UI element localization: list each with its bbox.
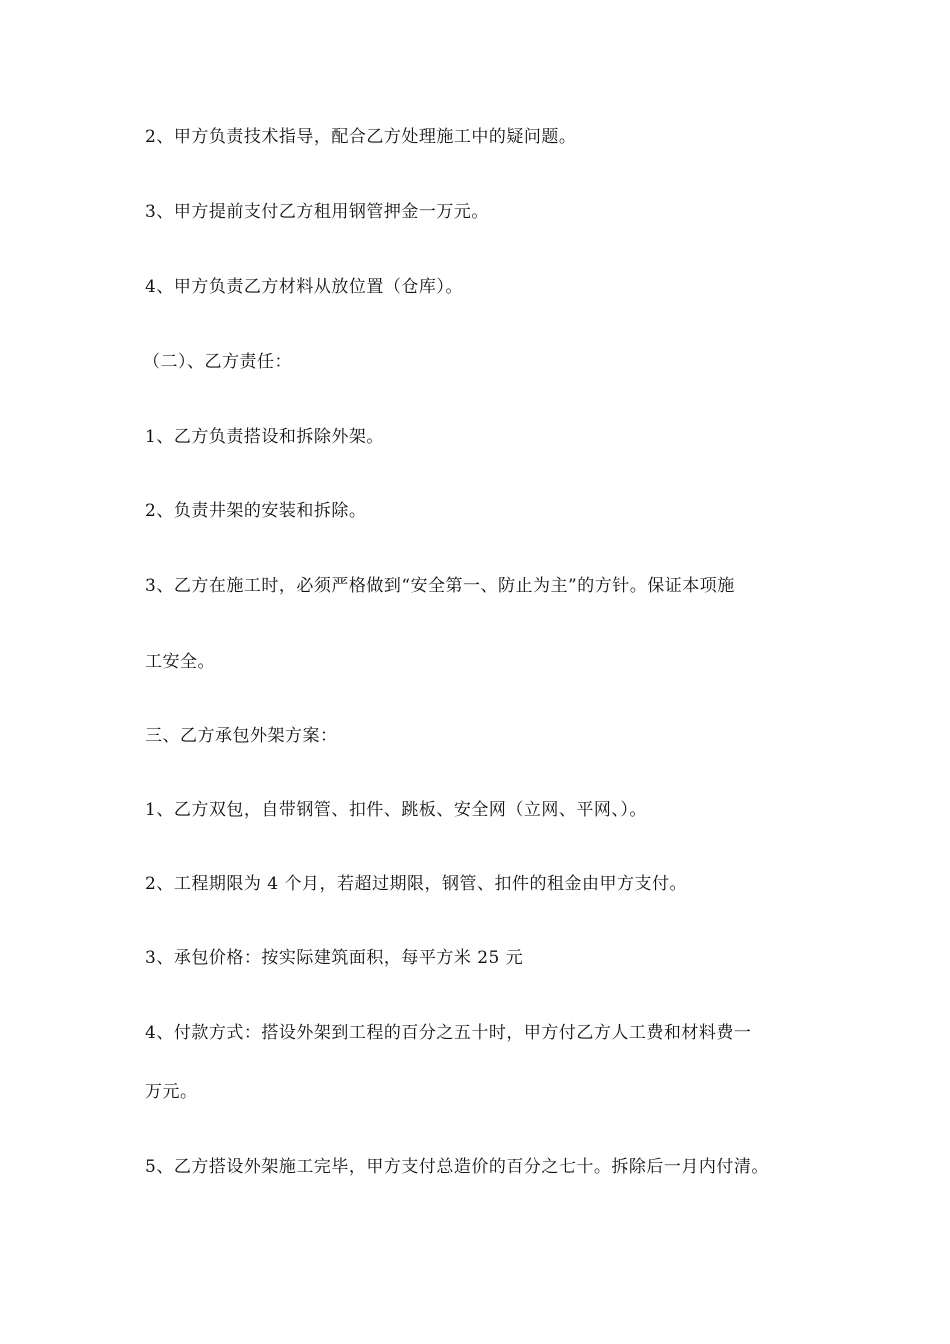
clause-party-a-4: 4、甲方负责乙方材料从放位置（仓库）。 xyxy=(145,277,463,297)
clause-party-b-3-line1: 3、乙方在施工时，必须严格做到“安全第一、防止为主”的方针。保证本项施 xyxy=(145,576,735,596)
clause-party-b-3-line2: 工安全。 xyxy=(145,652,215,672)
clause-scheme-2: 2、工程期限为 4 个月，若超过期限，钢管、扣件的租金由甲方支付。 xyxy=(145,874,687,894)
clause-scheme-1: 1、乙方双包，自带钢管、扣件、跳板、安全网（立网、平网、）。 xyxy=(145,800,647,820)
section-heading-party-b: （二）、乙方责任： xyxy=(143,352,292,372)
clause-party-a-3: 3、甲方提前支付乙方租用钢管押金一万元。 xyxy=(145,202,489,222)
section-heading-scheme: 三、乙方承包外架方案： xyxy=(145,726,338,746)
clause-scheme-4-line1: 4、付款方式：搭设外架到工程的百分之五十时，甲方付乙方人工费和材料费一 xyxy=(145,1023,752,1043)
clause-party-b-2: 2、负责井架的安装和拆除。 xyxy=(145,501,367,521)
clause-party-b-1: 1、乙方负责搭设和拆除外架。 xyxy=(145,427,384,447)
clause-scheme-4-line2: 万元。 xyxy=(145,1082,198,1102)
clause-scheme-5: 5、乙方搭设外架施工完毕，甲方支付总造价的百分之七十。拆除后一月内付清。 xyxy=(145,1157,769,1177)
clause-scheme-3: 3、承包价格：按实际建筑面积，每平方米 25 元 xyxy=(145,948,524,968)
clause-party-a-2: 2、甲方负责技术指导，配合乙方处理施工中的疑问题。 xyxy=(145,127,577,147)
